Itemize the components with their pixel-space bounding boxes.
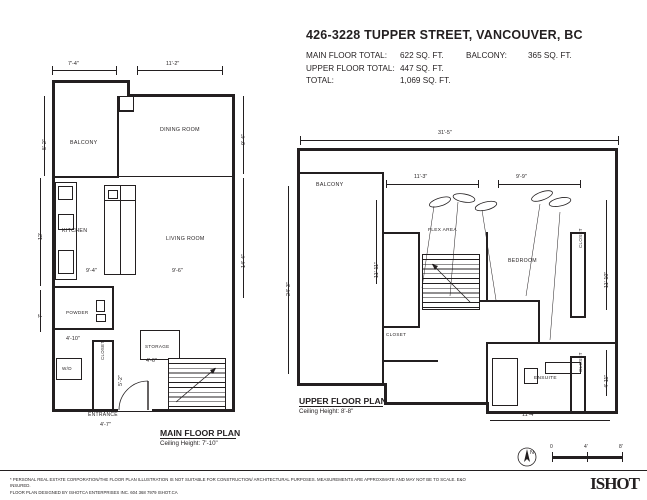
balcony-label: BALCONY:: [466, 51, 507, 60]
dim-5-2b: 5'-2": [118, 375, 124, 386]
powder-wall-top: [52, 286, 114, 288]
dim-line: [288, 186, 289, 374]
summary-row: [306, 63, 636, 76]
dim-tick: [478, 180, 479, 188]
kitchen-wall: [52, 176, 54, 286]
exterior-wall-top: [127, 94, 235, 97]
upper-wall-left: [297, 148, 300, 386]
balcony-divider: [382, 172, 384, 386]
dim-line: [606, 200, 607, 310]
total-value: 1,069 SQ. FT.: [400, 76, 451, 86]
scale-tick: [622, 452, 623, 462]
dim-line: [498, 184, 580, 185]
header: [306, 28, 636, 88]
dim-line: [44, 96, 45, 176]
closet-wall-left: [92, 340, 94, 410]
upper-room-flex: FLEX AREA: [428, 228, 457, 233]
upper-plan-ceiling: Ceiling Height: 8'-8": [299, 408, 354, 415]
stair-direction-arrow: [172, 362, 222, 406]
exterior-wall-right: [232, 94, 235, 412]
main-floor-total-label: MAIN FLOOR TOTAL:: [306, 51, 387, 60]
dim-7-4: 7'-4": [68, 61, 79, 67]
dim-tick: [386, 180, 387, 188]
balcony-wall: [52, 176, 119, 178]
balcony-door: [119, 96, 134, 112]
upper-room-closet-1: CLOSET: [386, 332, 407, 337]
dim-tick: [580, 180, 581, 188]
upper-wall-bottom-mid: [384, 402, 489, 405]
fixture-leaders: [400, 200, 630, 370]
dim-31-5: 31'-5": [438, 130, 452, 136]
footer-line-2: FLOOR PLAN DESIGNED BY ISHOTCA ENTERPRISES INC. 604 368 7979 ISHOT.CA: [10, 489, 178, 495]
wall-seg: [52, 355, 54, 357]
north-arrow: [515, 444, 545, 470]
dim-11-3: 11'-3": [414, 174, 428, 180]
dim-14-4: 14'-4": [241, 254, 247, 268]
scale-tick: [587, 452, 588, 462]
partition-line: [119, 176, 233, 177]
dim-9-6: 9'-6": [172, 268, 183, 274]
dim-9-9: 9'-9": [516, 174, 527, 180]
room-kitchen: KITCHEN: [62, 228, 88, 234]
upper-wall-top: [297, 148, 618, 151]
sink: [58, 186, 73, 200]
dim-11-2: 11'-2": [166, 61, 180, 67]
dim-line: [40, 290, 41, 332]
upper-plan-label: UPPER FLOOR PLAN: [299, 396, 387, 406]
upper-wall-bottom-right: [486, 411, 618, 414]
exterior-wall-top-left: [52, 80, 130, 83]
scale-label-8: 8': [619, 444, 623, 450]
dim-line: [137, 70, 222, 71]
dim-tick: [498, 180, 499, 188]
island-sink: [108, 190, 118, 199]
footer-line-1: * PERSONAL REAL ESTATE CORPORATION/THE FLOOR PLAN ILLUSTRATION IS NOT SUITABLE FOR CONSTRUCTION/ ARCHITECTURAL PURPOSES. MEASUREMENTS ARE APPROXIMATE AND MAY NOT BE TO SCALE. E&O INSURED.: [10, 477, 466, 489]
dim-11-10: 11'-10": [604, 271, 610, 288]
total-label: TOTAL:: [306, 76, 334, 86]
powder-wall-bottom: [52, 328, 114, 330]
main-floor-total-value: 622 SQ. FT.: [400, 51, 444, 60]
upper-floor-total-value: 447 SQ. FT.: [400, 63, 444, 73]
footer: [10, 477, 480, 496]
scale-label-0: 0: [550, 444, 553, 450]
dim-tick: [116, 66, 117, 75]
room-living: LIVING ROOM: [166, 236, 205, 242]
main-plan-label: MAIN FLOOR PLAN: [160, 428, 241, 438]
room-closet: CLOSET: [100, 340, 105, 360]
upper-wall-bottom-left: [297, 383, 387, 386]
area-summary: [306, 50, 636, 88]
upper-room-ensuite: ENSUITE: [534, 376, 557, 381]
room-balcony: BALCONY: [70, 140, 98, 146]
dim-11-11: 11'-11": [374, 262, 380, 278]
toilet: [96, 300, 105, 312]
dim-tick: [137, 66, 138, 75]
main-plan-ceiling: Ceiling Height: 7'-10": [160, 440, 218, 447]
north-label: N: [530, 450, 534, 456]
upper-room-closet-3: CLOSET: [578, 352, 583, 372]
summary-row: [306, 50, 636, 63]
scale-tick: [552, 452, 553, 462]
dim-line: [300, 140, 618, 141]
balcony-top-edge: [299, 172, 383, 174]
label-underline: [160, 438, 236, 439]
dim-4-6: 4'-6": [146, 358, 157, 364]
powder-wall-right: [112, 286, 114, 330]
dim-line: [52, 70, 116, 71]
dim-7: 7': [38, 313, 44, 318]
room-storage: STORAGE: [145, 344, 170, 349]
dim-4-7: 4'-7": [100, 422, 111, 428]
dim-4-10: 4'-10": [66, 336, 80, 342]
dim-tick: [222, 66, 223, 75]
upper-wall-right-lower: [615, 388, 618, 414]
room-entrance: ENTRANCE: [88, 412, 118, 418]
scale-label-4: 4': [584, 444, 588, 450]
dim-5-2: 5'-2": [42, 139, 48, 150]
balcony-value: 365 SQ. FT.: [528, 51, 572, 60]
fridge: [58, 250, 74, 274]
dim-11-4: 11'-4": [522, 412, 536, 418]
summary-row: [306, 75, 636, 88]
upper-room-bedroom: BEDROOM: [508, 258, 537, 264]
upper-floor-total-label: UPPER FLOOR TOTAL:: [306, 63, 395, 73]
dim-9-4-right: 9'-4": [241, 134, 247, 145]
dim-tick: [300, 136, 301, 145]
dim-12: 12': [38, 232, 44, 240]
footer-divider: [0, 470, 647, 471]
ishot-logo: ISHOT: [590, 474, 639, 493]
dim-24-3: 24'-3": [286, 282, 292, 296]
dim-line: [606, 350, 607, 396]
room-washer-dryer: W/D: [62, 366, 72, 371]
page-title: 426-3228 TUPPER STREET, VANCOUVER, BC: [306, 28, 583, 42]
dim-tick: [52, 66, 53, 75]
label-underline: [299, 406, 383, 407]
dim-line: [490, 420, 610, 421]
dim-line: [386, 184, 478, 185]
closet-wall-right: [112, 340, 114, 410]
vanity: [96, 314, 106, 322]
dim-line: [243, 178, 244, 298]
room-dining: DINING ROOM: [160, 127, 200, 133]
upper-room-closet-2: CLOSET: [578, 228, 583, 248]
dim-4-11: 4'-11": [604, 374, 610, 388]
room-powder: POWDER: [66, 310, 89, 315]
dim-9-4: 9'-4": [86, 268, 97, 274]
dim-tick: [618, 136, 619, 145]
upper-room-balcony: BALCONY: [316, 182, 344, 188]
island-line: [120, 185, 121, 275]
